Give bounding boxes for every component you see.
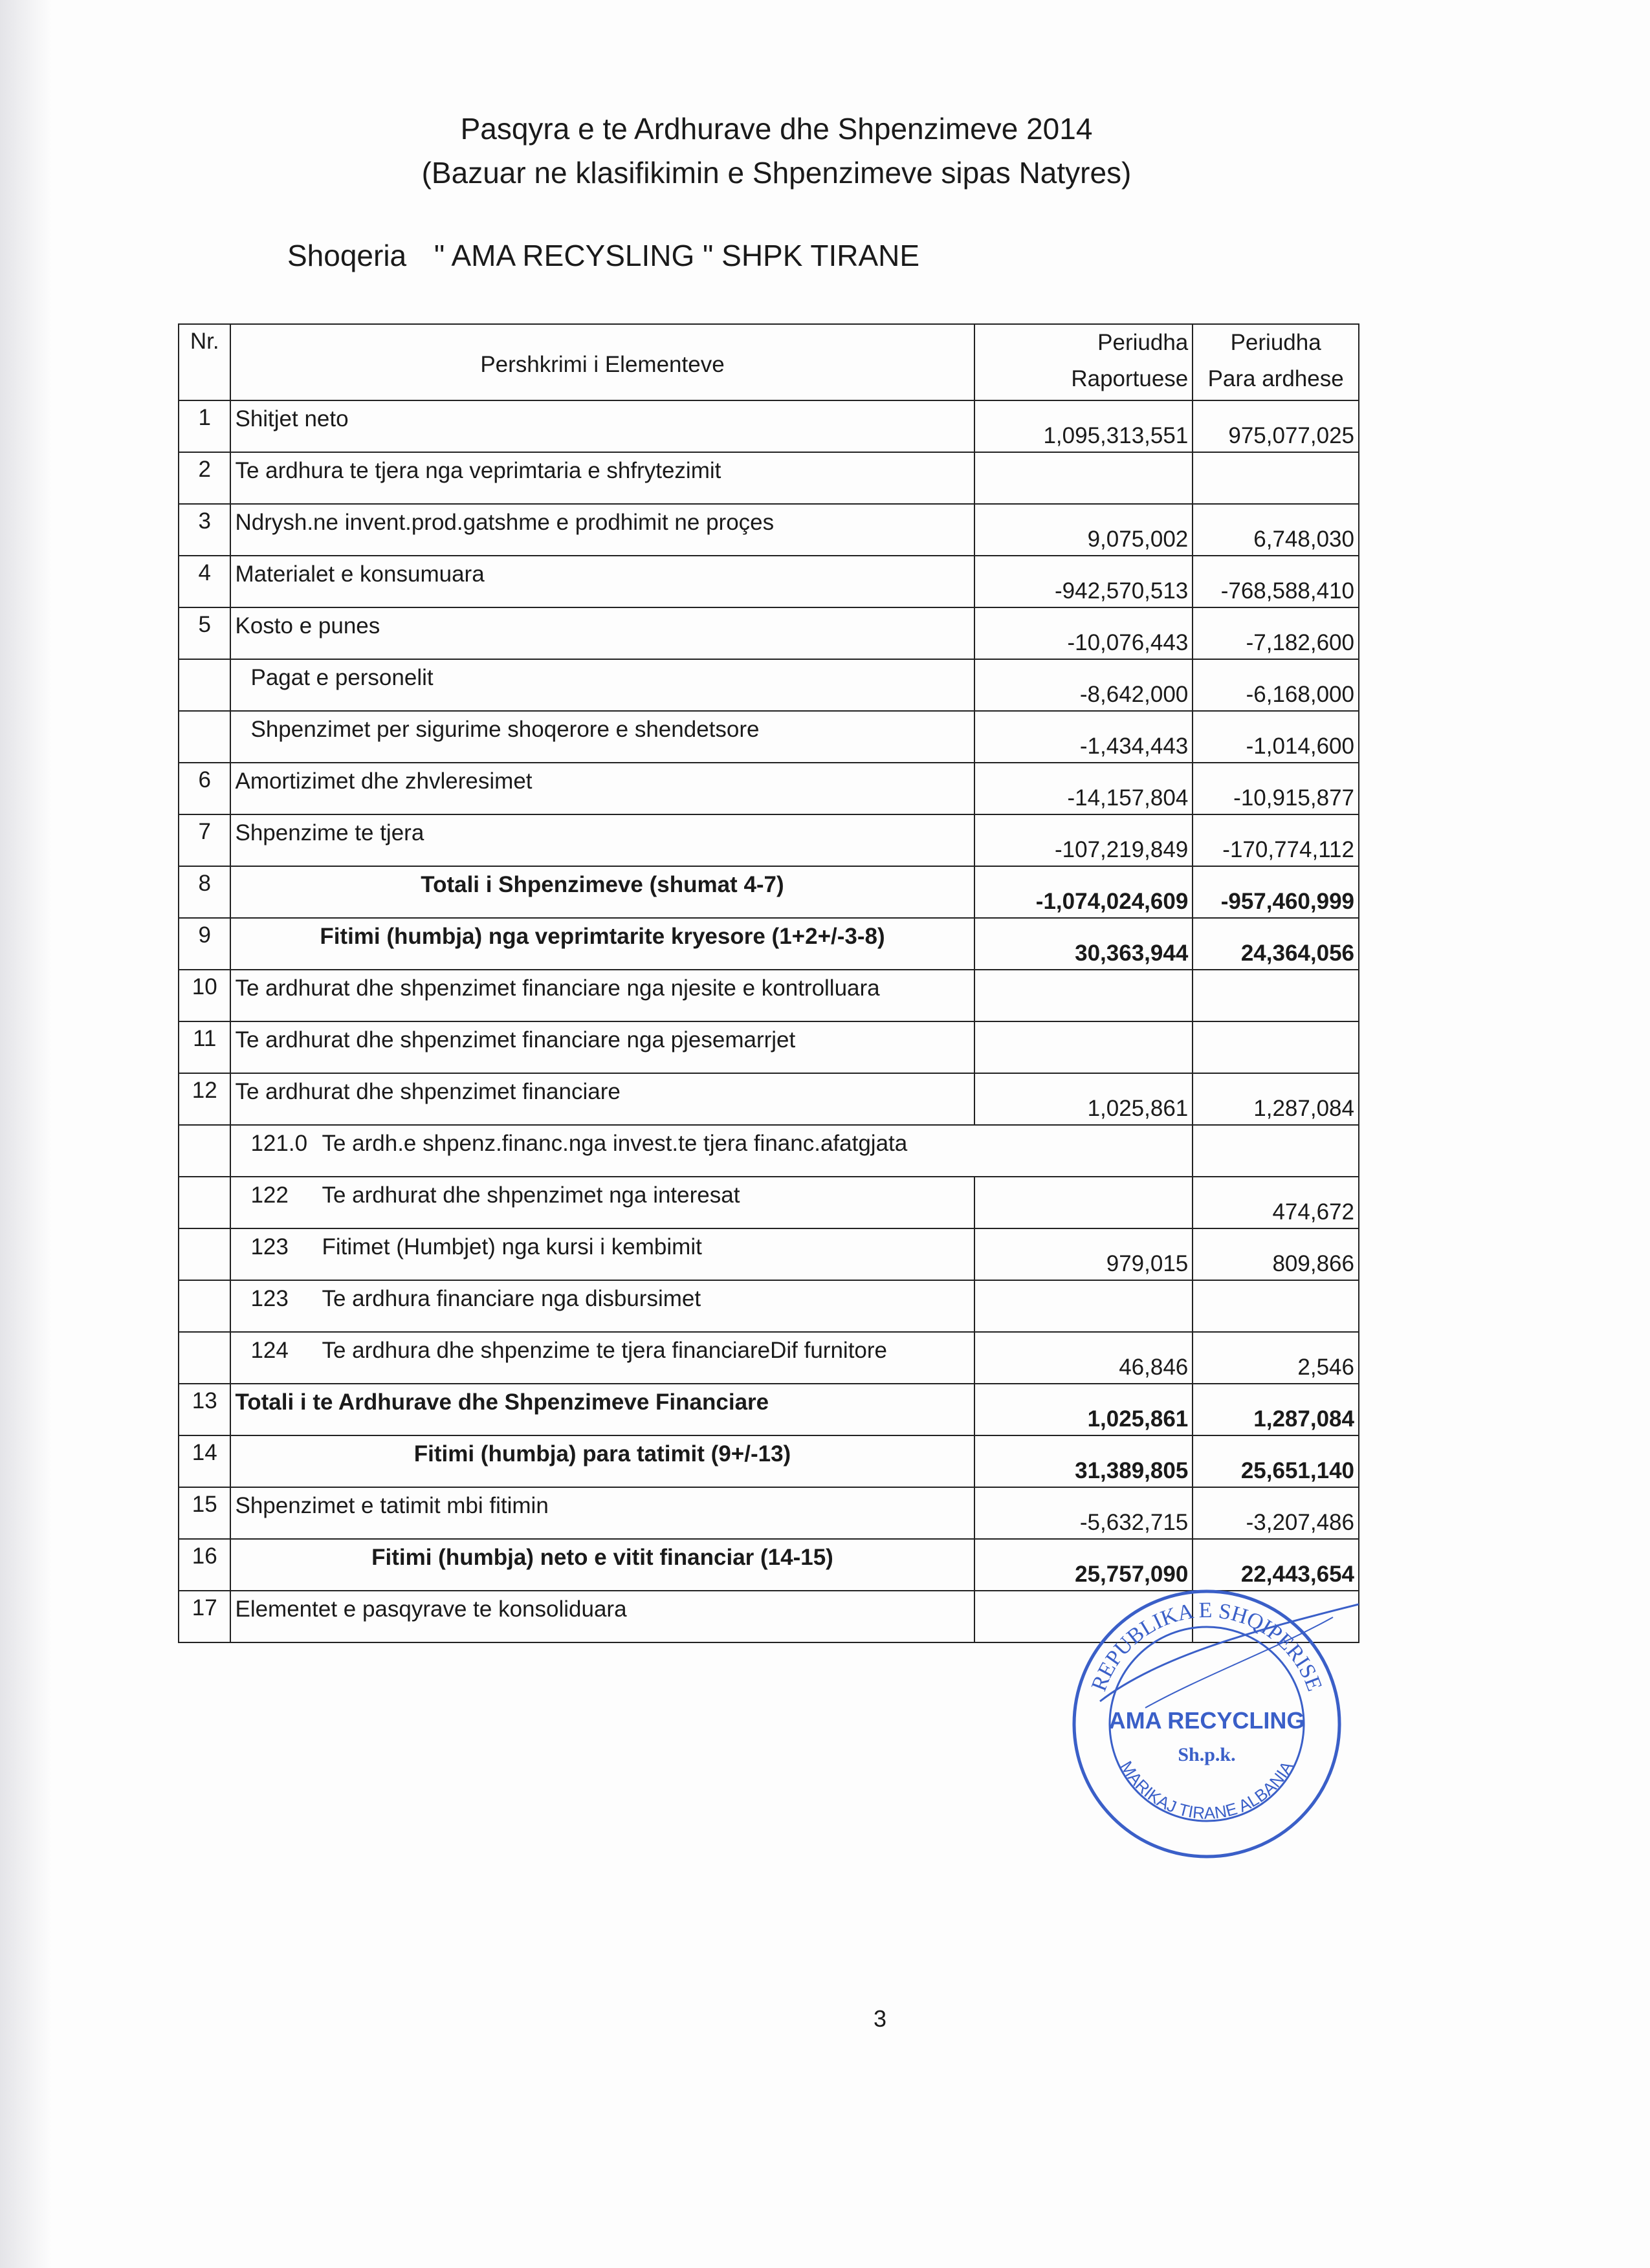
- table-row: [179, 1073, 1359, 1125]
- current-period-value: [974, 452, 1193, 504]
- header-current-line1: Periudha: [1097, 330, 1189, 355]
- stamp-top-text: REPUBLIKA E SHQIPERISE: [1086, 1598, 1327, 1695]
- current-period-value: -10,076,443: [974, 607, 1193, 659]
- table-row: [179, 504, 1359, 556]
- previous-period-value: 474,672: [1193, 1177, 1359, 1228]
- row-description: Fitimi (humbja) para tatimit (9+/-13): [230, 1435, 974, 1487]
- current-period-value: -107,219,849: [974, 814, 1193, 866]
- previous-period-value: 975,077,025: [1193, 400, 1359, 452]
- previous-period-value: 6,748,030: [1193, 504, 1359, 556]
- previous-period-value: 1,287,084: [1193, 1384, 1359, 1435]
- table-row: [179, 556, 1359, 607]
- row-description: [230, 1125, 1193, 1177]
- row-code: 121.0: [250, 1131, 308, 1156]
- table-row: [179, 814, 1359, 866]
- current-period-value: -1,074,024,609: [974, 866, 1193, 918]
- row-number: [179, 711, 230, 763]
- table-row: [179, 1384, 1359, 1435]
- current-period-value: [974, 1280, 1193, 1332]
- header-current-period: [974, 324, 1193, 400]
- company-line: [287, 238, 919, 273]
- previous-period-value: -3,207,486: [1193, 1487, 1359, 1539]
- current-period-value: -942,570,513: [974, 556, 1193, 607]
- row-number: 14: [179, 1435, 230, 1487]
- row-number: [179, 1332, 230, 1384]
- table-row: [179, 1125, 1359, 1177]
- previous-period-value: [1193, 452, 1359, 504]
- row-code: 123: [250, 1286, 289, 1311]
- stamp-company-name: AMA RECYCLING: [1108, 1707, 1305, 1734]
- previous-period-value: 22,443,654: [1193, 1539, 1359, 1591]
- previous-period-value: -1,014,600: [1193, 711, 1359, 763]
- row-description: [230, 1332, 974, 1384]
- row-number: 8: [179, 866, 230, 918]
- table-row: [179, 711, 1359, 763]
- row-description: Te ardhurat dhe shpenzimet financiare nga njesite e kontrolluara: [230, 970, 974, 1021]
- table-row: [179, 607, 1359, 659]
- row-number: [179, 1177, 230, 1228]
- current-period-value: -14,157,804: [974, 763, 1193, 814]
- row-description-text: Te ardh.e shpenz.financ.nga invest.te tjera financ.afatgjata: [322, 1131, 908, 1156]
- previous-period-value: 24,364,056: [1193, 918, 1359, 970]
- row-code: 122: [250, 1183, 289, 1208]
- current-period-value: -5,632,715: [974, 1487, 1193, 1539]
- header-previous-period: [1193, 324, 1359, 400]
- previous-period-value: 25,651,140: [1193, 1435, 1359, 1487]
- company-label: Shoqeria: [287, 239, 407, 272]
- current-period-value: 9,075,002: [974, 504, 1193, 556]
- row-description: Materialet e konsumuara: [230, 556, 974, 607]
- table-row: [179, 1280, 1359, 1332]
- row-description-text: Te ardhurat dhe shpenzimet nga interesat: [322, 1183, 740, 1208]
- row-description: Shpenzimet per sigurime shoqerore e shendetsore: [230, 711, 974, 763]
- current-period-value: 1,025,861: [974, 1384, 1193, 1435]
- row-number: 11: [179, 1021, 230, 1073]
- table-row: [179, 452, 1359, 504]
- row-description: Shpenzime te tjera: [230, 814, 974, 866]
- table-row: [179, 1487, 1359, 1539]
- previous-period-value: -957,460,999: [1193, 866, 1359, 918]
- row-description: Amortizimet dhe zhvleresimet: [230, 763, 974, 814]
- row-description: Fitimi (humbja) neto e vitit financiar (14-15): [230, 1539, 974, 1591]
- row-number: 9: [179, 918, 230, 970]
- row-description: Shitjet neto: [230, 400, 974, 452]
- previous-period-value: -10,915,877: [1193, 763, 1359, 814]
- table-row: [179, 1228, 1359, 1280]
- row-number: 17: [179, 1591, 230, 1642]
- row-description: Elementet e pasqyrave te konsoliduara: [230, 1591, 974, 1642]
- row-code: 123: [250, 1234, 289, 1259]
- row-number: [179, 1228, 230, 1280]
- row-number: 6: [179, 763, 230, 814]
- table-header-row: [179, 324, 1359, 400]
- previous-period-value: -768,588,410: [1193, 556, 1359, 607]
- previous-period-value: -6,168,000: [1193, 659, 1359, 711]
- table-row: [179, 1332, 1359, 1384]
- table-row: [179, 1435, 1359, 1487]
- header-current-line2: Raportuese: [1071, 366, 1189, 391]
- row-code: 124: [250, 1338, 289, 1363]
- table-row: [179, 400, 1359, 452]
- current-period-value: [974, 970, 1193, 1021]
- document-subtitle: (Bazuar ne klasifikimin e Shpenzimeve sipas Natyres): [421, 156, 1132, 190]
- row-description-text: Te ardhura financiare nga disbursimet: [322, 1286, 701, 1311]
- company-stamp: [1061, 1578, 1359, 1863]
- row-number: 2: [179, 452, 230, 504]
- row-number: 16: [179, 1539, 230, 1591]
- current-period-value: 30,363,944: [974, 918, 1193, 970]
- row-number: 15: [179, 1487, 230, 1539]
- table-row: [179, 659, 1359, 711]
- row-description: Pagat e personelit: [230, 659, 974, 711]
- row-number: 13: [179, 1384, 230, 1435]
- current-period-value: 25,757,090: [974, 1539, 1193, 1591]
- table-row: [179, 1177, 1359, 1228]
- previous-period-value: 2,546: [1193, 1332, 1359, 1384]
- table-row: [179, 1021, 1359, 1073]
- previous-period-value: [1193, 1280, 1359, 1332]
- document-title: Pasqyra e te Ardhurave dhe Shpenzimeve 2014: [460, 112, 1093, 146]
- current-period-value: [974, 1021, 1193, 1073]
- row-description: [230, 1177, 974, 1228]
- row-description: Totali i Shpenzimeve (shumat 4-7): [230, 866, 974, 918]
- row-description: Ndrysh.ne invent.prod.gatshme e prodhimit ne proçes: [230, 504, 974, 556]
- previous-period-value: [1193, 1125, 1359, 1177]
- row-description: Te ardhura te tjera nga veprimtaria e shfrytezimit: [230, 452, 974, 504]
- row-description: [230, 1228, 974, 1280]
- header-previous-line1: Periudha: [1230, 330, 1321, 355]
- row-description: Shpenzimet e tatimit mbi fitimin: [230, 1487, 974, 1539]
- row-description: Totali i te Ardhurave dhe Shpenzimeve Financiare: [230, 1384, 974, 1435]
- current-period-value: 1,095,313,551: [974, 400, 1193, 452]
- previous-period-value: [1193, 970, 1359, 1021]
- previous-period-value: 1,287,084: [1193, 1073, 1359, 1125]
- page-number: 3: [874, 2005, 887, 2032]
- current-period-value: [974, 1177, 1193, 1228]
- previous-period-value: -170,774,112: [1193, 814, 1359, 866]
- row-description: Te ardhurat dhe shpenzimet financiare nga pjesemarrjet: [230, 1021, 974, 1073]
- current-period-value: -1,434,443: [974, 711, 1193, 763]
- table-row: [179, 918, 1359, 970]
- current-period-value: 1,025,861: [974, 1073, 1193, 1125]
- previous-period-value: 809,866: [1193, 1228, 1359, 1280]
- header-description: Pershkrimi i Elementeve: [230, 324, 974, 400]
- scan-edge-shadow: [0, 0, 52, 2268]
- row-description: Fitimi (humbja) nga veprimtarite kryesore (1+2+/-3-8): [230, 918, 974, 970]
- header-previous-line2: Para ardhese: [1207, 366, 1344, 391]
- row-number: 10: [179, 970, 230, 1021]
- row-description: [230, 1280, 974, 1332]
- header-nr: Nr.: [179, 324, 230, 400]
- previous-period-value: [1193, 1021, 1359, 1073]
- row-description-text: Fitimet (Humbjet) nga kursi i kembimit: [322, 1234, 702, 1259]
- stamp-company-type: Sh.p.k.: [1178, 1744, 1236, 1765]
- row-number: 4: [179, 556, 230, 607]
- current-period-value: 979,015: [974, 1228, 1193, 1280]
- current-period-value: -8,642,000: [974, 659, 1193, 711]
- row-number: 1: [179, 400, 230, 452]
- row-number: [179, 1280, 230, 1332]
- previous-period-value: -7,182,600: [1193, 607, 1359, 659]
- row-number: 7: [179, 814, 230, 866]
- stamp-bottom-text: MARIKAJ TIRANE ALBANIA: [1116, 1758, 1297, 1823]
- table-row: [179, 763, 1359, 814]
- row-number: 3: [179, 504, 230, 556]
- row-description-text: Te ardhura dhe shpenzime te tjera financiareDif furnitore: [322, 1338, 887, 1363]
- table-row: [179, 866, 1359, 918]
- current-period-value: 46,846: [974, 1332, 1193, 1384]
- row-description: Te ardhurat dhe shpenzimet financiare: [230, 1073, 974, 1125]
- table-row: [179, 970, 1359, 1021]
- company-name: " AMA RECYSLING " SHPK TIRANE: [434, 239, 920, 272]
- row-number: [179, 1125, 230, 1177]
- row-number: 12: [179, 1073, 230, 1125]
- row-description: Kosto e punes: [230, 607, 974, 659]
- row-number: 5: [179, 607, 230, 659]
- income-statement-table: [178, 323, 1359, 1643]
- row-number: [179, 659, 230, 711]
- current-period-value: 31,389,805: [974, 1435, 1193, 1487]
